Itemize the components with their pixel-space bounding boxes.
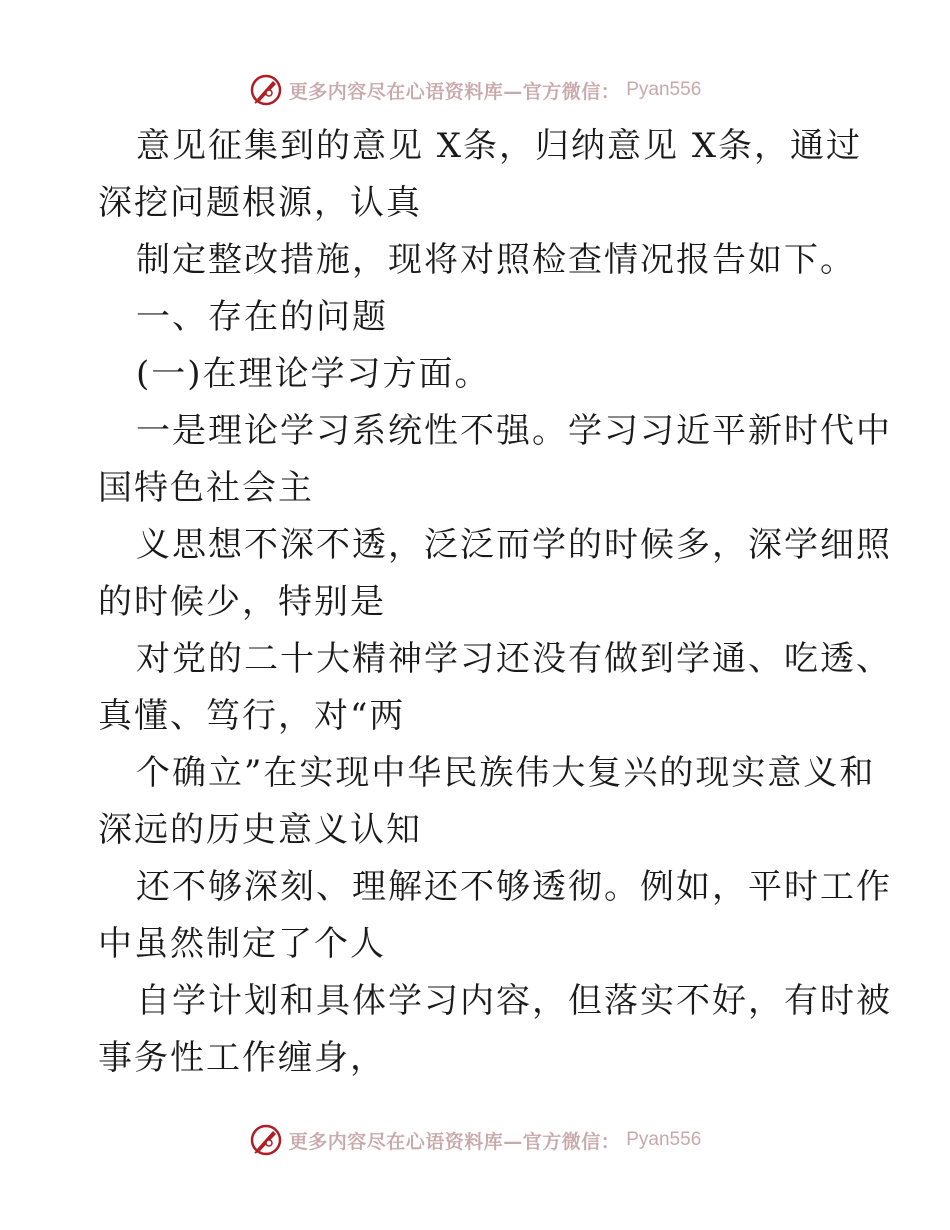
text-line: 中虽然制定了个人 bbox=[98, 924, 386, 964]
quill-seal-icon bbox=[249, 73, 283, 107]
text-line: 的时候少，特别是 bbox=[98, 582, 386, 622]
text-line: 意见征集到的意见 X条，归纳意见 X条，通过 bbox=[136, 126, 863, 166]
watermark-handle: Pyan556 bbox=[626, 1129, 702, 1150]
watermark-text: 更多内容尽在心语资料库—官方微信： bbox=[288, 80, 621, 103]
text-line: 一、存在的问题 bbox=[136, 297, 388, 337]
text-line: 一是理论学习系统性不强。学习习近平新时代中 bbox=[136, 411, 892, 451]
text-line: 国特色社会主 bbox=[98, 468, 314, 508]
text-line: 深远的历史意义认知 bbox=[98, 810, 422, 850]
text-line: 个确立”在实现中华民族伟大复兴的现实意义和 bbox=[136, 753, 876, 793]
quill-seal-icon bbox=[249, 1123, 283, 1157]
footer-watermark bbox=[0, 1120, 950, 1160]
text-line: 还不够深刻、理解还不够透彻。例如，平时工作 bbox=[136, 867, 892, 907]
text-line: 事务性工作缠身， bbox=[98, 1038, 386, 1078]
document-body bbox=[98, 118, 892, 1087]
text-line: 真懂、笃行，对“两 bbox=[98, 696, 406, 736]
text-line: 深挖问题根源，认真 bbox=[98, 183, 422, 223]
text-line: 自学计划和具体学习内容，但落实不好，有时被 bbox=[136, 981, 892, 1021]
text-line: 制定整改措施，现将对照检查情况报告如下。 bbox=[136, 240, 856, 280]
watermark-handle: Pyan556 bbox=[626, 79, 702, 100]
text-line: 义思想不深不透，泛泛而学的时候多，深学细照 bbox=[136, 525, 892, 565]
header-watermark bbox=[0, 70, 950, 110]
text-line: (一)在理论学习方面。 bbox=[136, 354, 491, 394]
watermark-text: 更多内容尽在心语资料库—官方微信： bbox=[288, 1130, 621, 1153]
text-line: 对党的二十大精神学习还没有做到学通、吃透、 bbox=[136, 639, 892, 679]
